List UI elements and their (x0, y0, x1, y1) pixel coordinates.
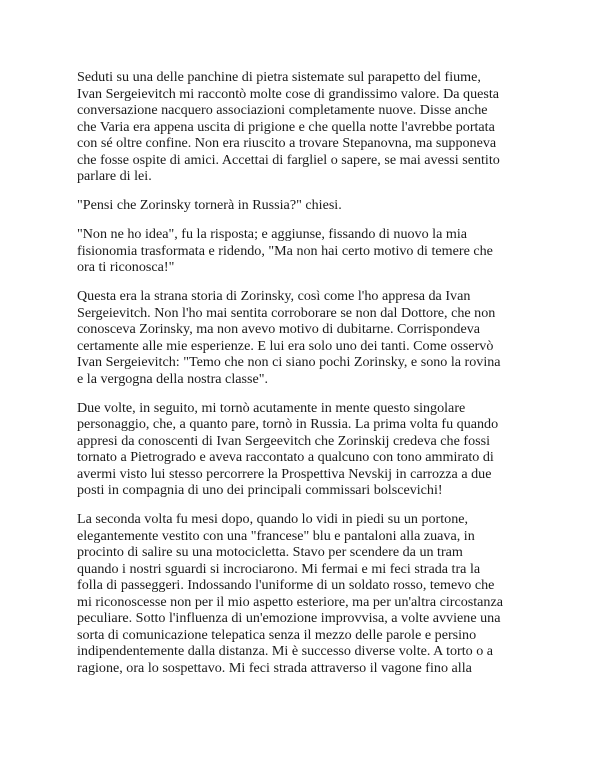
text-line: parlare di lei. (77, 168, 152, 184)
text-line: "Non ne ho idea", fu la risposta; e aggiunse, fissando di nuovo la mia (77, 226, 468, 242)
text-line: Questa era la strana storia di Zorinsky, così come l'ho appresa da Ivan (77, 288, 471, 304)
text-line: certamente alle mie esperienze. E lui era solo uno dei tanti. Come osservò (77, 337, 494, 354)
text-line: posti in compagnia di uno dei principali commissari bolscevichi! (77, 482, 443, 498)
text-line: ora ti riconosca!" (77, 259, 175, 275)
text-line: folla di passeggeri. Indossando l'uniforme di un soldato rosso, temevo che (77, 577, 495, 593)
text-line: quando i nostri sguardi si incrociarono. Mi fermai e mi feci strada tra la (77, 560, 481, 577)
text-line: elegantemente vestito con una "francese" blu e pantaloni alla zuava, in (77, 527, 475, 544)
text-line: con sé oltre confine. Non era riuscito a trovare Stepanovna, ma supponeva (77, 135, 497, 151)
text-line: peculiare. Sotto l'influenza di un'emozione improvvisa, a volte avviene una (77, 610, 501, 626)
paragraph-2 (77, 197, 537, 214)
text-line: "Pensi che Zorinsky tornerà in Russia?" chiesi. (77, 197, 342, 213)
text-line: che fosse ospite di amici. Accettai di fargliel o sapere, se mai avessi sentito (77, 151, 500, 168)
text-line: Due volte, in seguito, mi tornò acutamente in mente questo singolare (77, 399, 466, 416)
text-line: ragione, ora lo sospettavo. Mi feci strada attraverso il vagone fino alla (77, 659, 472, 676)
paragraph-6 (77, 511, 537, 676)
paragraph-1 (77, 69, 537, 185)
text-line: appresi da conoscenti di Ivan Sergeevitch che Zorinskij credeva che fossi (77, 432, 491, 449)
text-line: Ivan Sergeievitch mi raccontò molte cose di grandissimo valore. Da questa (77, 85, 500, 102)
text-line: e la vergogna della nostra classe". (77, 370, 268, 387)
paragraph-5 (77, 400, 537, 499)
text-line: sorta di comunicazione telepatica senza il mezzo delle parole e persino (77, 626, 477, 643)
text-line: Ivan Sergeievitch: "Temo che non ci siano pochi Zorinsky, e sono la rovina (77, 354, 501, 370)
text-line: Seduti su una delle panchine di pietra sistemate sul parapetto del fiume, (77, 69, 481, 85)
text-line: conversazione nacquero associazioni completamente nuove. Disse anche (77, 102, 488, 118)
text-line: procinto di salire su una motocicletta. Stavo per scendere da un tram (77, 544, 463, 560)
paragraph-3 (77, 226, 537, 276)
text-line: conosceva Zorinsky, ma non avevo motivo di dubitarne. Corrispondeva (77, 321, 481, 337)
text-line: personaggio, che, a quanto pare, tornò in Russia. La prima volta fu quando (77, 416, 499, 432)
text-line: avermi visto lui stesso percorrere la Prospettiva Nevskij in carrozza a due (77, 465, 492, 482)
text-line: indipendentemente dalla distanza. Mi è successo diverse volte. A torto o a (77, 643, 494, 659)
document-page (77, 69, 537, 689)
text-line: tornato a Pietrogrado e aveva raccontato a qualcuno con tono ammirato di (77, 449, 494, 465)
text-line: fisionomia trasformata e ridendo, "Ma non hai certo motivo di temere che (77, 242, 493, 259)
text-line: mi riconoscesse non per il mio aspetto esteriore, ma per un'altra circostanza (77, 593, 503, 610)
text-line: La seconda volta fu mesi dopo, quando lo vidi in piedi su un portone, (77, 511, 469, 527)
paragraph-4 (77, 288, 537, 387)
text-line: Sergeievitch. Non l'ho mai sentita corroborare se non dal Dottore, che non (77, 304, 496, 321)
text-line: che Varia era appena uscita di prigione e che quella notte l'avrebbe portata (77, 118, 495, 135)
